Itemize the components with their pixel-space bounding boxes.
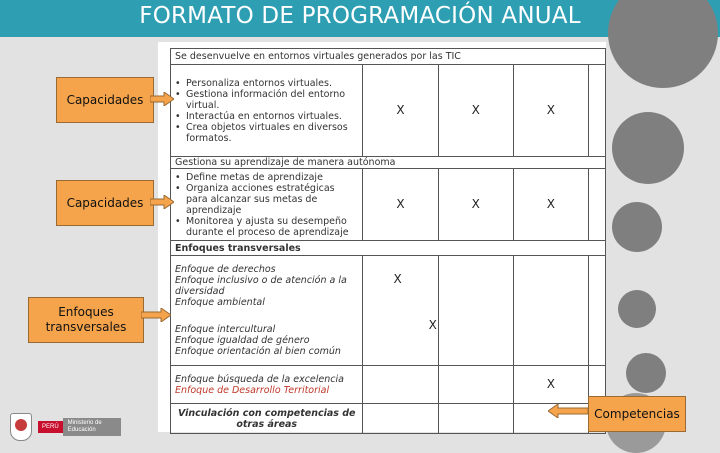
mark-cell: X — [438, 169, 513, 241]
mark-column — [428, 256, 513, 366]
enfoque-item: Enfoque inclusivo o de atención a la diversidad — [175, 275, 347, 297]
ministry-logo — [10, 412, 121, 442]
list-item: • Crea objetos virtuales en diversos formatos. — [184, 122, 358, 144]
decorative-circle — [626, 353, 666, 393]
mark: X — [393, 272, 402, 286]
callout-capacidades — [56, 180, 154, 226]
callout-arrow-icon — [150, 92, 174, 106]
callout-arrow-icon — [150, 195, 174, 209]
empty-cell — [588, 169, 605, 241]
list-item: • Personaliza entornos virtuales. — [184, 78, 358, 89]
enfoque-item: Enfoque igualdad de género — [175, 335, 310, 346]
empty-cell — [363, 404, 438, 434]
decorative-circle — [612, 202, 662, 252]
competence-label: Gestiona su aprendizaje de manera autónoma — [175, 157, 396, 168]
callout-competencias — [588, 396, 686, 432]
list-item: • Define metas de aprendizaje — [184, 172, 358, 183]
page-title: FORMATO DE PROGRAMACIÓN ANUAL — [139, 3, 581, 29]
list-item: • Organiza acciones estratégicas para alcanzar sus metas de aprendizaje — [184, 183, 358, 216]
enfoque-item: Enfoque ambiental — [175, 297, 265, 308]
callout-arrow-icon — [141, 308, 171, 322]
enfoque-item: Enfoque intercultural — [175, 324, 276, 335]
enfoque-item: Enfoque búsqueda de la excelencia — [175, 373, 344, 385]
enfoque-item: Enfoque de derechos — [175, 264, 276, 275]
mark-cell: X — [513, 169, 588, 241]
enfoques-cell — [171, 256, 363, 366]
callout-arrow-icon — [548, 404, 588, 418]
competence-row — [171, 49, 606, 65]
empty-cell — [438, 404, 513, 434]
mark-cell: X — [513, 65, 588, 157]
callout-enfoques — [28, 297, 144, 343]
callout-capacidades — [56, 77, 154, 123]
empty-cell — [363, 366, 438, 404]
coat-of-arms-icon — [10, 413, 32, 441]
list-item: • Interactúa en entornos virtuales. — [184, 111, 358, 122]
capacities-cell — [171, 65, 363, 157]
enfoque-item: Enfoque orientación al bien común — [175, 346, 341, 357]
mark: X — [428, 318, 437, 332]
mark-cell: X — [363, 169, 438, 241]
callout-label: Enfoques transversales — [45, 305, 127, 334]
empty-cell — [513, 256, 588, 366]
programming-table — [170, 48, 606, 434]
empty-cell — [588, 256, 605, 366]
mark-column — [363, 256, 438, 366]
logo-country: PERÚ — [38, 421, 63, 433]
empty-cell — [438, 366, 513, 404]
capacities-cell — [171, 169, 363, 241]
capacities-list — [175, 78, 358, 144]
callout-label: Capacidades — [66, 196, 144, 210]
logo-ministry: Ministerio de Educación — [63, 418, 121, 436]
competence-row — [171, 157, 606, 169]
list-item: • Monitorea y ajusta su desempeño durante el proceso de aprendizaje — [184, 216, 358, 238]
enfoques-cell — [171, 366, 363, 404]
decorative-circle — [608, 0, 718, 88]
decorative-circle — [618, 290, 656, 328]
enfoque-item: Enfoque de Desarrollo Territorial — [175, 384, 330, 396]
list-item: • Gestiona información del entorno virtual. — [184, 89, 358, 111]
decorative-circle — [612, 112, 684, 184]
callout-label: Competencias — [594, 407, 680, 421]
enfoques-header: Enfoques transversales — [171, 241, 606, 256]
capacities-list — [175, 172, 358, 238]
mark-cell: X — [363, 65, 438, 157]
empty-cell — [588, 65, 605, 157]
callout-label: Capacidades — [66, 93, 144, 107]
vinculacion-cell: Vinculación con competencias de otras áreas — [171, 404, 363, 434]
mark-cell: X — [438, 65, 513, 157]
competence-label: Se desenvuelve en entornos virtuales generados por las TIC — [175, 51, 461, 62]
mark-cell: X — [513, 366, 588, 404]
